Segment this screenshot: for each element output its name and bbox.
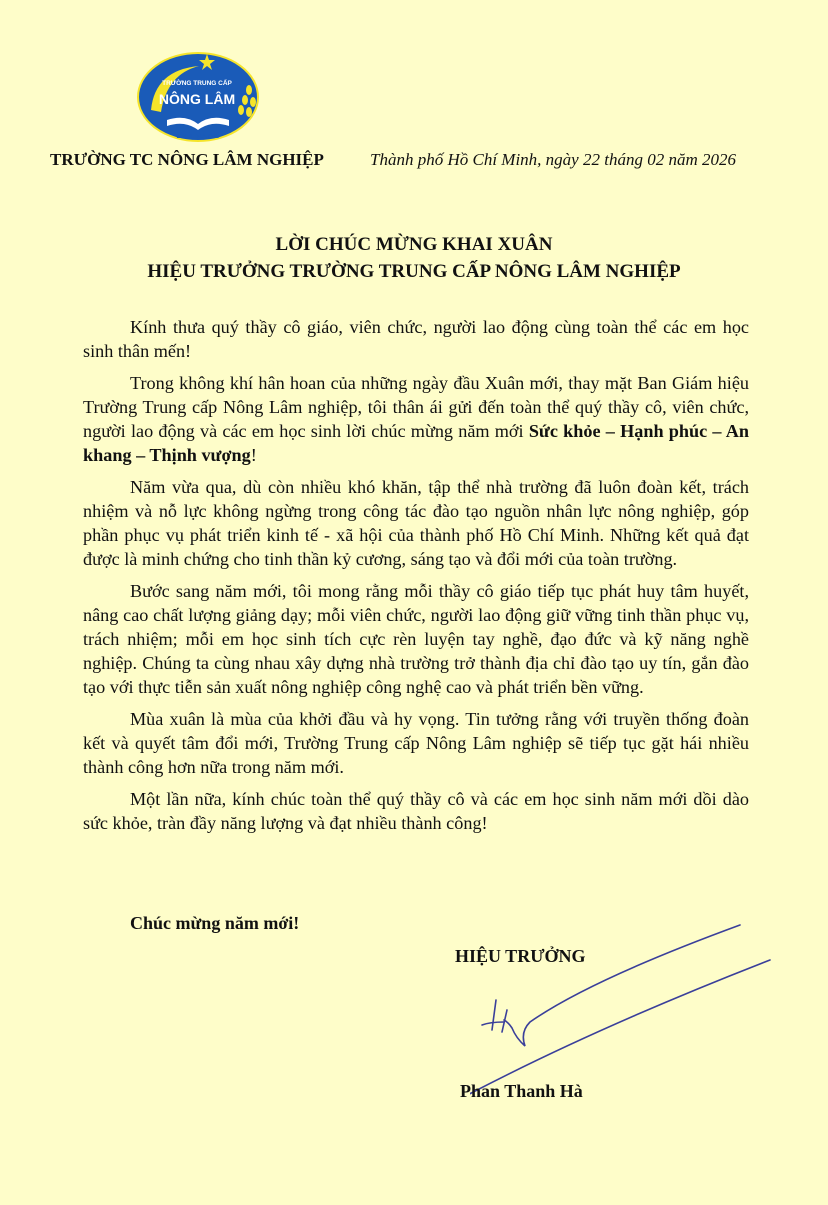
paragraph-text: Trong không khí hân hoan của những ngày đầu Xuân mới, thay mặt Ban Giám hiệu Trường Trung cấp Nông Lâm nghiệp, tôi thân ái gửi đến toàn thể quý thầy cô, viên chức, người lao động và các em học sinh lời chúc mừng năm mới (83, 373, 749, 441)
wishes-bold: Sức khỏe – Hạnh phúc – An khang – Thịnh vượng (83, 421, 749, 465)
logo-main-text: NÔNG LÂM (158, 91, 236, 107)
paragraph: Bước sang năm mới, tôi mong rằng mỗi thầy cô giáo tiếp tục phát huy tâm huyết, nâng cao chất lượng giảng dạy; mỗi viên chức, người lao động giữ vững tinh thần phục vụ, trách nhiệm; mỗi em học sinh tích cực rèn luyện tay nghề, đạo đức và kỹ năng nghề nghiệp. Chúng ta cùng nhau xây dựng nhà trường trở thành địa chỉ đào tạo uy tín, gắn đào tạo với thực tiễn sản xuất nông nghiệp công nghệ cao và phát triển bền vững. (83, 581, 749, 697)
paragraph: Mùa xuân là mùa của khởi đầu và hy vọng. Tin tưởng rằng với truyền thống đoàn kết và quyết tâm đổi mới, Trường Trung cấp Nông Lâm nghiệp sẽ tiếp tục gặt hái nhiều thành công hơn nữa trong năm mới. (83, 709, 749, 777)
paragraph: Năm vừa qua, dù còn nhiều khó khăn, tập thể nhà trường đã luôn đoàn kết, trách nhiệm và nỗ lực không ngừng trong công tác đào tạo nguồn nhân lực nông nghiệp, góp phần phục vụ phát triển kinh tế - xã hội của thành phố Hồ Chí Minh. Những kết quả đạt được là minh chứng cho tinh thần kỷ cương, sáng tạo và đổi mới của toàn trường. (83, 477, 749, 569)
letter-subtitle: HIỆU TRƯỞNG TRƯỜNG TRUNG CẤP NÔNG LÂM NGHIỆP (147, 261, 681, 282)
greeting: Chúc mừng năm mới! (130, 913, 300, 933)
school-logo (137, 50, 259, 142)
signer-name: Phan Thanh Hà (460, 1081, 583, 1101)
letter-body (83, 315, 749, 843)
paragraph: Một lần nữa, kính chúc toàn thể quý thầy cô và các em học sinh năm mới dồi dào sức khỏe, tràn đầy năng lượng và đạt nhiều thành công! (83, 789, 749, 833)
signer-role: HIỆU TRƯỞNG (455, 946, 586, 966)
signature (470, 920, 780, 1100)
place-date: Thành phố Hồ Chí Minh, ngày 22 tháng 02 năm 2026 (370, 150, 736, 169)
logo-bottom-text: BÌNH DƯƠNG (176, 133, 220, 140)
paragraph: Kính thưa quý thầy cô giáo, viên chức, người lao động cùng toàn thể các em học sinh thân mến! (83, 317, 749, 361)
logo-top-text: TRƯỜNG TRUNG CẤP (162, 80, 232, 87)
school-name: TRƯỜNG TC NÔNG LÂM NGHIỆP (50, 150, 324, 169)
paragraph (83, 371, 749, 467)
paragraph-text: ! (250, 445, 257, 465)
letter-title: LỜI CHÚC MỪNG KHAI XUÂN (275, 234, 553, 255)
